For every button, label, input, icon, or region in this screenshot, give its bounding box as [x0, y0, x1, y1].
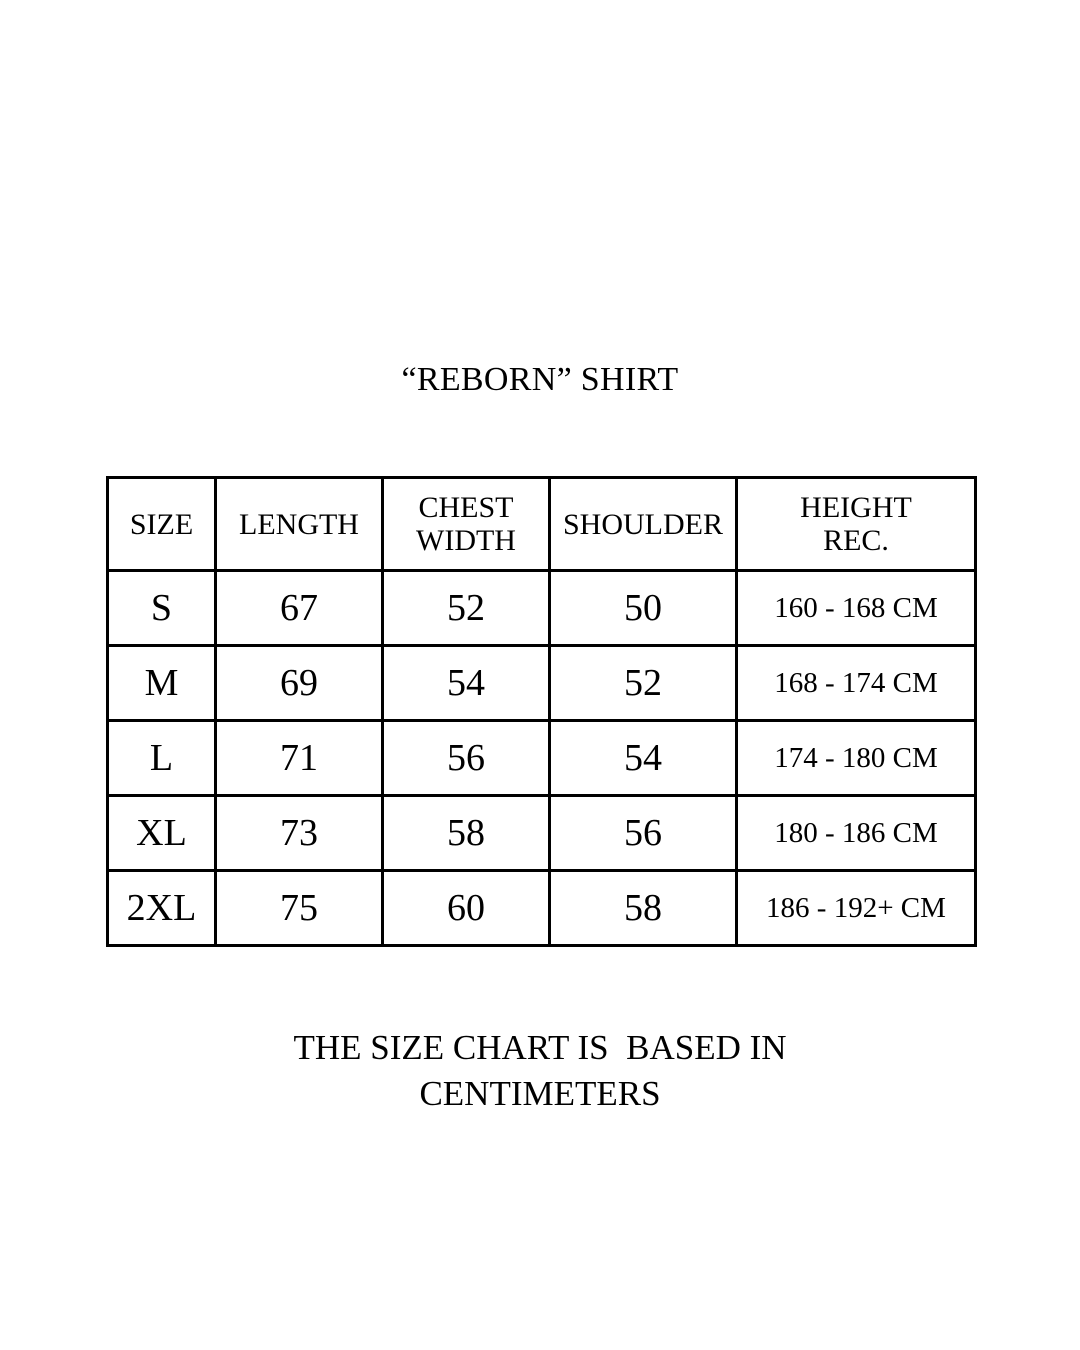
- cell-shoulder: 56: [550, 796, 737, 871]
- cell-height-rec: 174 - 180 CM: [737, 721, 976, 796]
- cell-shoulder: 58: [550, 871, 737, 946]
- cell-shoulder: 54: [550, 721, 737, 796]
- header-chest-width-text: CHEST WIDTH: [416, 491, 516, 557]
- cell-chest-width: 60: [383, 871, 550, 946]
- cell-size: L: [108, 721, 216, 796]
- header-height-rec-text: HEIGHT REC.: [800, 491, 912, 557]
- cell-chest-width: 58: [383, 796, 550, 871]
- table-row: [108, 721, 976, 796]
- size-chart-table: [106, 476, 977, 947]
- header-height-rec: [737, 478, 976, 571]
- cell-length: 67: [216, 571, 383, 646]
- page-title: “REBORN” SHIRT: [401, 361, 679, 398]
- size-chart-note: [0, 1025, 1080, 1117]
- header-shoulder: SHOULDER: [550, 478, 737, 571]
- cell-chest-width: 54: [383, 646, 550, 721]
- cell-size: XL: [108, 796, 216, 871]
- note-line-1: THE SIZE CHART IS BASED IN: [293, 1028, 787, 1067]
- table-row: [108, 571, 976, 646]
- table-row: [108, 796, 976, 871]
- cell-length: 69: [216, 646, 383, 721]
- cell-height-rec: 168 - 174 CM: [737, 646, 976, 721]
- cell-size: S: [108, 571, 216, 646]
- cell-height-rec: 160 - 168 CM: [737, 571, 976, 646]
- cell-length: 71: [216, 721, 383, 796]
- table-row: [108, 646, 976, 721]
- cell-chest-width: 52: [383, 571, 550, 646]
- header-size: SIZE: [108, 478, 216, 571]
- table-row: [108, 871, 976, 946]
- cell-height-rec: 180 - 186 CM: [737, 796, 976, 871]
- cell-size: 2XL: [108, 871, 216, 946]
- note-line-2: CENTIMETERS: [419, 1074, 661, 1113]
- cell-shoulder: 52: [550, 646, 737, 721]
- cell-size: M: [108, 646, 216, 721]
- header-row: [108, 478, 976, 571]
- cell-chest-width: 56: [383, 721, 550, 796]
- header-chest-width: [383, 478, 550, 571]
- cell-shoulder: 50: [550, 571, 737, 646]
- header-length: LENGTH: [216, 478, 383, 571]
- cell-length: 75: [216, 871, 383, 946]
- cell-length: 73: [216, 796, 383, 871]
- cell-height-rec: 186 - 192+ CM: [737, 871, 976, 946]
